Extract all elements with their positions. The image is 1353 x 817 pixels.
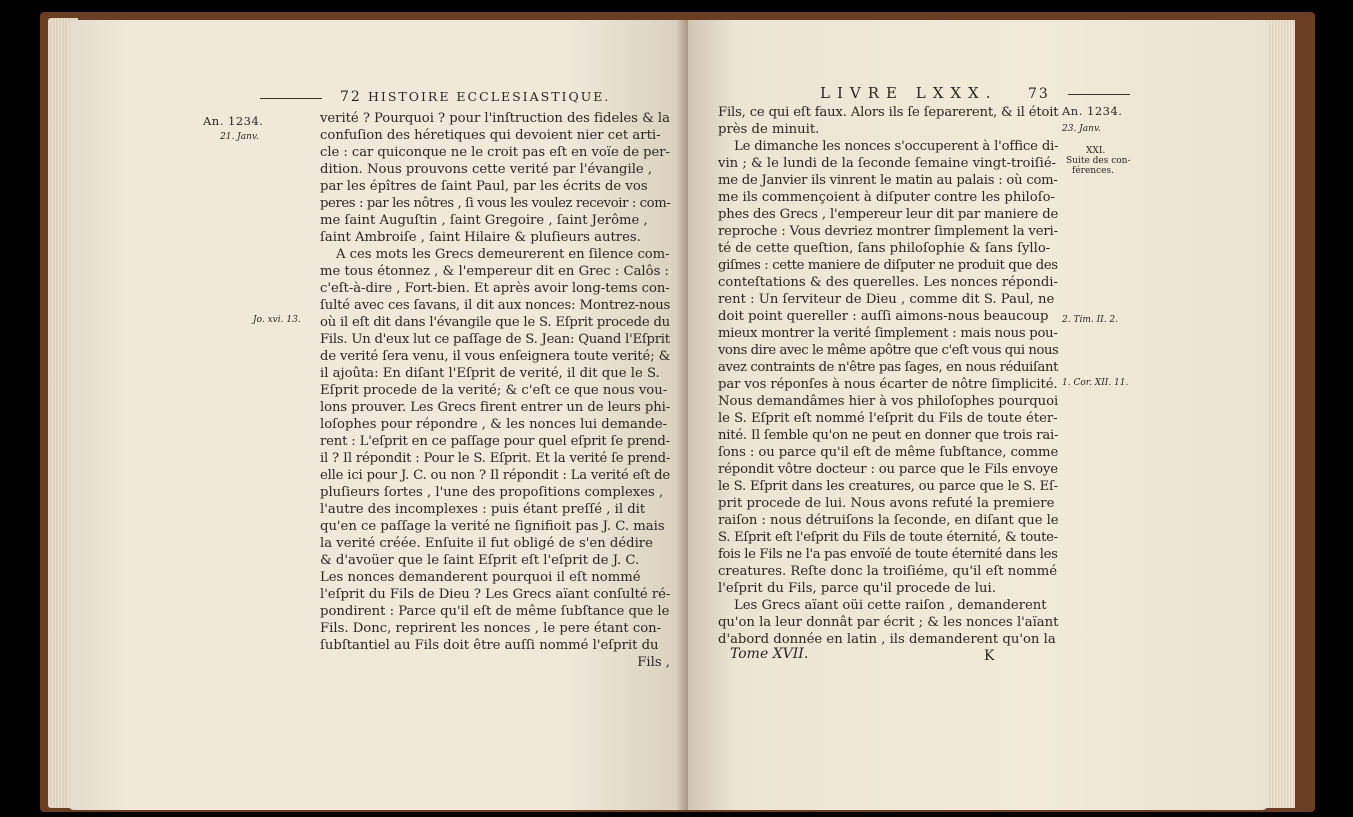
text-line: il ? Il répondit : Pour le S. Eſprit. Et la verité ſe prend-	[320, 451, 671, 466]
text-line: répondit vôtre docteur : ou parce que le Fils envoye	[718, 462, 1058, 477]
left-running-head: HISTOIRE ECCLESIASTIQUE.	[368, 89, 611, 104]
text-line: fois le Fils ne l'a pas envoïé de toute éternité dans les	[718, 547, 1058, 562]
text-line: me ſaint Auguſtin , ſaint Gregoire , ſaint Jerôme ,	[320, 213, 648, 228]
text-line: pluſieurs ſortes , l'une des propoſitions complexes ,	[320, 485, 664, 500]
text-line: l'eſprit du Fils, parce qu'il procede de lui.	[718, 581, 996, 596]
right-margin-year: An. 1234.	[1062, 104, 1123, 118]
text-line: Les nonces demanderent pourquoi il eſt nommé	[320, 570, 641, 585]
left-page-number: 72	[340, 89, 362, 105]
text-line: me tous étonnez , & l'empereur dit en Grec : Calôs :	[320, 264, 669, 279]
text-line: Fils. Donc, reprirent les nonces , le pere étant con-	[320, 621, 662, 636]
text-line: le S. Eſprit eſt nommé l'eſprit du Fils de toute éter-	[718, 411, 1058, 426]
text-line: d'abord donnée en latin , ils demanderent qu'on la	[718, 632, 1056, 647]
text-line: rent : Un ſerviteur de Dieu , comme dit S. Paul, ne	[718, 292, 1055, 307]
text-line: par vos réponſes à nous écarter de nôtre ſimplicité.	[718, 377, 1058, 392]
text-line: c'eſt-à-dire , Fort-bien. Et après avoir long-tems con-	[320, 281, 670, 296]
text-line: Les Grecs aïant oüi cette raiſon , demanderent	[734, 598, 1047, 613]
signature-mark: K	[984, 648, 995, 664]
right-margin-date: 23. Janv.	[1062, 124, 1101, 134]
text-line: ſaint Ambroiſe , ſaint Hilaire & pluſieurs autres.	[320, 230, 641, 245]
text-line: rent : L'eſprit en ce paſſage pour quel eſprit ſe prend-	[320, 434, 670, 449]
header-rule-right	[1068, 94, 1130, 95]
left-margin-date: 21. Janv.	[220, 132, 259, 142]
text-line: Nous demandâmes hier à vos philoſophes pourquoi	[718, 394, 1059, 409]
text-line: pondirent : Parce qu'il eſt de même ſubſtance que le	[320, 604, 670, 619]
text-line: il ajoûta: En diſant l'Eſprit de verité, il dit que le S.	[320, 366, 660, 381]
text-line: conteſtations & des querelles. Les nonces répondi-	[718, 275, 1058, 290]
text-line: Eſprit procede de la verité; & c'eſt ce que nous vou-	[320, 383, 668, 398]
text-line: prit procede de lui. Nous avons refuté la premiere	[718, 496, 1055, 511]
text-line: dition. Nous prouvons cette verité par l'évangile ,	[320, 162, 653, 177]
text-line: ſulté avec ces ſavans, il dit aux nonces: Montrez-nous	[320, 298, 671, 313]
text-line: elle ici pour J. C. ou non ? Il répondit : La verité eſt de	[320, 468, 670, 483]
text-line: peres : par les nôtres , ſi vous les voulez recevoir : com-	[320, 196, 671, 211]
text-line: confuſion des héretiques qui devoient nier cet arti-	[320, 128, 661, 143]
text-line: l'eſprit du Fils de Dieu ? Les Grecs aïant conſulté ré-	[320, 587, 671, 602]
text-line: avez contraints de n'être pas ſages, en nous réduiſant	[718, 360, 1059, 375]
volume-label: Tome XVII.	[730, 646, 809, 662]
text-line: raiſon : nous détruiſons la ſeconde, en diſant que le	[718, 513, 1059, 528]
left-margin-reference: Jo. xvi. 13.	[253, 315, 301, 325]
right-page	[688, 20, 1268, 810]
text-line: nité. Il ſemble qu'on ne peut en donner que trois rai-	[718, 428, 1059, 443]
text-line: la verité créée. Enſuite il fut obligé de s'en dédire	[320, 536, 653, 551]
text-line: ſubſtantiel au Fils doit être auſſi nommé l'eſprit du	[320, 638, 659, 653]
text-line: creatures. Reſte donc la troiſiéme, qu'il eſt nommé	[718, 564, 1058, 579]
text-line: verité ? Pourquoi ? pour l'inſtruction des fideles & la	[320, 111, 670, 126]
right-page-number: 73	[1028, 86, 1050, 102]
text-line: le S. Eſprit dans les creatures, ou parce que le S. Eſ-	[718, 479, 1058, 494]
text-line: S. Eſprit eſt l'eſprit du Fils de toute éternité, & toute-	[718, 530, 1058, 545]
text-line: de verité ſera venu, il vous enſeignera toute verité; &	[320, 349, 671, 364]
text-line: Fils ,	[637, 655, 670, 670]
text-line: par les épîtres de ſaint Paul, par les écrits de vos	[320, 179, 648, 194]
text-line: lons prouver. Les Grecs firent entrer un de leurs phi-	[320, 400, 671, 415]
text-line: phes des Grecs , l'empereur leur dit par maniere de	[718, 207, 1059, 222]
text-line: cle : car quiconque ne le croit pas eſt en voïe de per-	[320, 145, 670, 160]
text-line: vin ; & le lundi de la ſeconde ſemaine vingt-troiſié-	[718, 156, 1057, 171]
right-margin-reference-1: 2. Tim. II. 2.	[1062, 315, 1119, 325]
text-line: me ils commençoient à diſputer contre les philoſo-	[718, 190, 1055, 205]
right-body-text	[718, 104, 1058, 648]
left-body-text	[320, 110, 670, 671]
text-line: loſophes pour répondre , & les nonces lui demande-	[320, 417, 668, 432]
text-line: A ces mots les Grecs demeurerent en ſilence com-	[336, 247, 670, 262]
header-rule	[260, 98, 322, 99]
left-margin-year: An. 1234.	[203, 114, 264, 128]
text-line: Fils, ce qui eſt faux. Alors ils ſe ſeparerent, & il étoit	[718, 105, 1059, 120]
text-line: me de Janvier ils vinrent le matin au palais : où com-	[718, 173, 1058, 188]
left-page	[68, 20, 688, 810]
text-line: reproche : Vous devriez montrer ſimplement la veri-	[718, 224, 1058, 239]
right-margin-section-number: XXI.	[1086, 146, 1106, 156]
text-line: mieux montrer la verité ſimplement : mais nous pou-	[718, 326, 1058, 341]
text-line: ſons : ou parce qu'il eſt de même ſubſtance, comme	[718, 445, 1059, 460]
text-line: près de minuit.	[718, 122, 820, 137]
right-running-head: LIVRE LXXX.	[820, 84, 998, 102]
text-line: & d'avoüer que le ſaint Eſprit eſt l'eſprit de J. C.	[320, 553, 640, 568]
text-line: l'autre des incomplexes : puis étant preſſé , il dit	[320, 502, 646, 517]
right-margin-section-title: Suite des con-	[1066, 156, 1131, 166]
text-line: té de cette queſtion, ſans philoſophie & ſans ſyllo-	[718, 241, 1051, 256]
text-line: giſmes : cette maniere de diſputer ne produit que des	[718, 258, 1058, 273]
text-line: Fils. Un d'eux lut ce paſſage de S. Jean: Quand l'Eſprit	[320, 332, 670, 347]
right-margin-reference-2: 1. Cor. XII. 11.	[1062, 378, 1129, 388]
text-line: Le dimanche les nonces s'occuperent à l'office di-	[734, 139, 1059, 154]
text-line: qu'on la leur donnât par écrit ; & les nonces l'aïant	[718, 615, 1059, 630]
text-line: qu'en ce paſſage la verité ne ſignifioit pas J. C. mais	[320, 519, 665, 534]
text-line: où il eſt dit dans l'évangile que le S. Eſprit procede du	[320, 315, 670, 330]
right-margin-section-title-2: férences.	[1072, 166, 1114, 176]
text-line: doit point quereller : auſſi aimons-nous beaucoup	[718, 309, 1049, 324]
text-line: vons dire avec le même apôtre que c'eſt vous qui nous	[718, 343, 1059, 358]
